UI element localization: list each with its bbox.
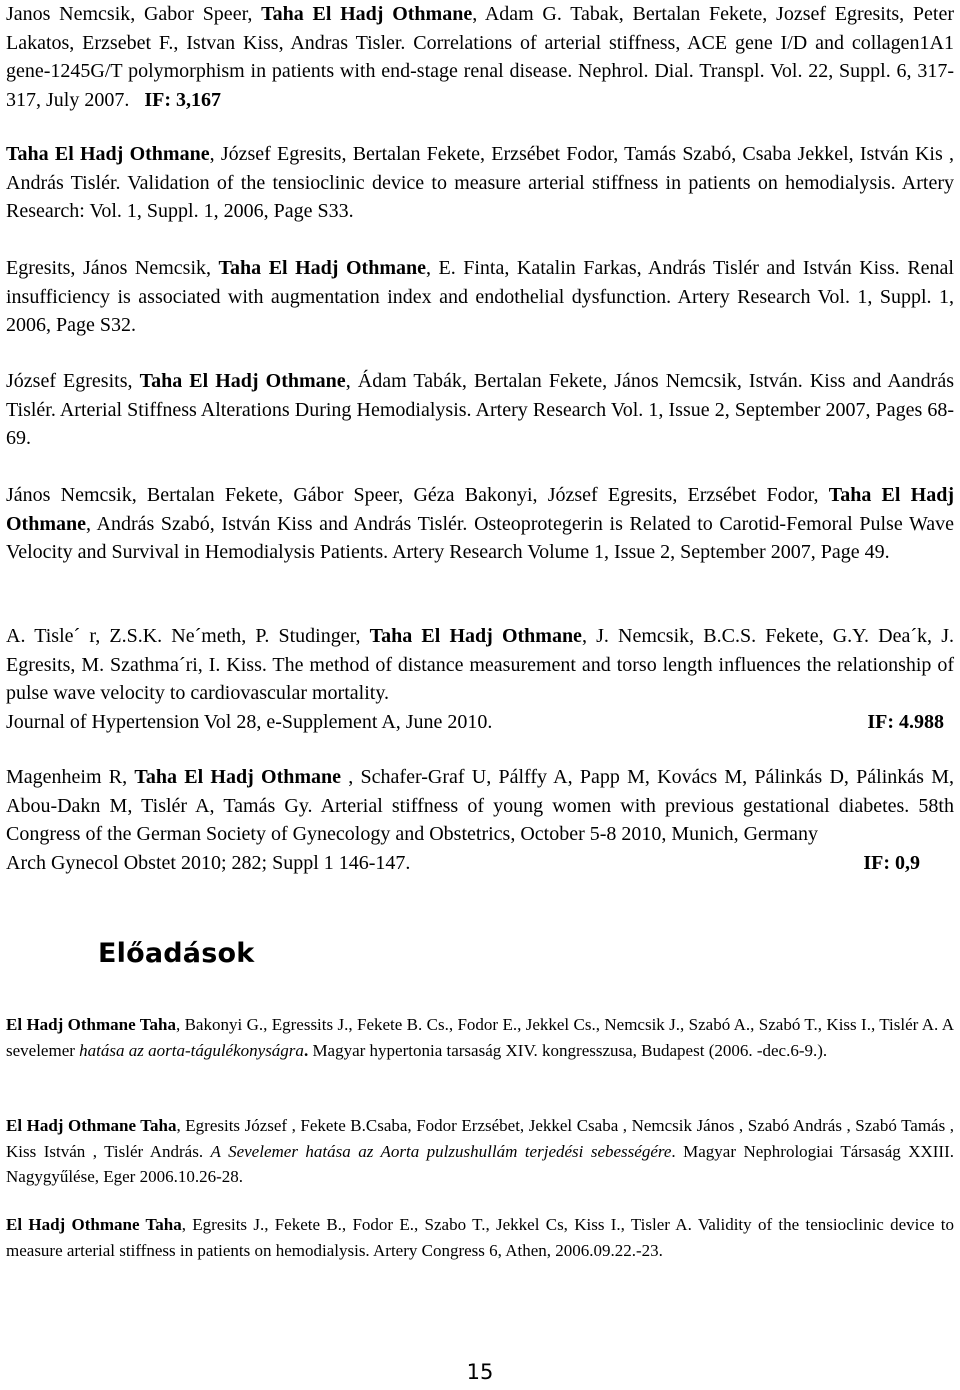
reference-3 <box>6 254 954 340</box>
ref-source: Nephrol. Dial. Transpl. Vol. 22, Suppl. 6, 317-317, July 2007. <box>6 60 954 111</box>
ref-source: Arch Gynecol Obstet 2010; 282; Suppl 1 146-147. <box>6 851 411 874</box>
pres-title: Validity of the tensioclinic device to measure arterial stiffness in patients on hemodialysis. <box>6 1215 955 1260</box>
presentation-3 <box>6 1212 954 1263</box>
reference-7 <box>6 763 954 877</box>
pres-source: Magyar Nephrologiai Társaság XXIII. Nagygyűlése, Eger 2006.10.26-28. <box>6 1141 955 1186</box>
reference-5 <box>6 481 954 567</box>
ref-authors: , József Egresits, Bertalan Fekete, Erzsébet Fodor, Tamás Szabó, Csaba Jekkel, István Kis , András Tislér. <box>6 143 954 194</box>
ref-authors: , Adam G. Tabak, Bertalan Fekete, Jozsef Egresits, Peter Lakatos, Erzsebet F., Istvan Kiss, Andras Tisler. <box>6 3 954 54</box>
pres-title-end: . <box>303 1040 313 1060</box>
ref-source-line <box>6 849 954 878</box>
ref-authors: , E. Finta, Katalin Farkas, András Tislér and István Kiss. <box>425 257 908 279</box>
pres-source: Magyar hypertonia tarsaság XIV. kongresszusa, Budapest (2006. -dec.6-9.). <box>312 1040 828 1060</box>
pres-source: Artery Congress 6, Athen, 2006.09.22.-23. <box>373 1240 663 1260</box>
ref-authors: , Schafer-Graf U, Pálffy A, Papp M, Kovács M, Pálinkás D, Pálinkás M, Abou-Dakn M, Tislér A, Tamás Gy. <box>6 766 954 817</box>
ref-impact-factor: IF: 0,9 <box>863 851 920 874</box>
ref-authors: József Egresits, <box>6 370 140 392</box>
ref-title: Renal insufficiency is associated with augmentation index and endothelial dysfunction. <box>6 257 954 308</box>
ref-impact-factor: IF: 4.988 <box>867 710 944 733</box>
reference-4 <box>6 367 954 453</box>
pres-highlight-author: El Hadj Othmane Taha <box>6 1116 177 1135</box>
ref-authors: Egresits, János Nemcsik, <box>6 257 219 279</box>
ref-highlight-author: Taha El Hadj Othmane <box>6 484 954 535</box>
ref-title: Arterial stiffness of young women with previous gestational diabetes. 58th Congress of the German Society of Gynecology and Obstetrics, October 5-8 2010, Munich, Germany <box>6 794 954 845</box>
pres-title-italic: A Sevelemer hatása az Aorta pulzushullám terjedési sebességére <box>210 1141 672 1161</box>
pres-title-italic: hatása az aorta-tágulékonyságra <box>79 1040 304 1060</box>
ref-authors: János Nemcsik, Bertalan Fekete, Gábor Speer, Géza Bakonyi, József Egresits, Erzsébet Fodor, <box>6 484 829 506</box>
ref-highlight-author: Taha El Hadj Othmane <box>218 257 426 279</box>
ref-source: Artery Research Vol. 1, Suppl. 1, 2006, Page S32. <box>6 285 955 336</box>
ref-source: Artery Research: Vol. 1, Suppl. 1, 2006, Page S33. <box>6 171 954 222</box>
section-heading: Előadások <box>98 938 255 969</box>
pres-title-end: . <box>671 1141 684 1161</box>
ref-source: Journal of Hypertension Vol 28, e-Supplement A, June 2010. <box>6 710 493 733</box>
ref-highlight-author: Taha El Hadj Othmane <box>139 370 346 392</box>
pres-highlight-author: El Hadj Othmane Taha <box>6 1215 182 1234</box>
pres-authors: , Egresits J., Fekete B., Fodor E., Szabo T., Jekkel Cs, Kiss I., Tisler A. <box>181 1215 698 1234</box>
ref-title: The method of distance measurement and torso length influences the relationship of pulse wave velocity to cardiovascular mortality. <box>6 653 954 704</box>
ref-source-line <box>6 708 954 737</box>
reference-2 <box>6 140 954 226</box>
ref-source: Artery Research Vol. 1, Issue 2, September 2007, Pages 68-69. <box>6 398 955 449</box>
ref-authors: , J. Nemcsik, B.C.S. Fekete, G.Y. Dea´k, J. Egresits, M. Szathma´ri, I. Kiss. <box>6 625 954 676</box>
ref-highlight-author: Taha El Hadj Othmane <box>261 3 473 25</box>
ref-authors: Janos Nemcsik, Gabor Speer, <box>6 3 262 25</box>
ref-title: Correlations of arterial stiffness, ACE gene I/D and collagen1A1 gene-1245G/T polymorphism in patients with end-stage renal disease. <box>6 31 955 82</box>
ref-authors: , András Szabó, István Kiss and András Tislér. <box>86 512 475 535</box>
ref-highlight-author: Taha El Hadj Othmane <box>134 766 342 788</box>
pres-highlight-author: El Hadj Othmane Taha <box>6 1015 176 1034</box>
ref-authors: A. Tisle´ r, Z.S.K. Ne´meth, P. Studinger, <box>6 625 370 647</box>
ref-highlight-author: Taha El Hadj Othmane <box>6 143 210 165</box>
ref-source: Artery Research Volume 1, Issue 2, September 2007, Page 49. <box>392 541 890 563</box>
ref-authors: Magenheim R, <box>6 766 135 788</box>
ref-impact-factor: IF: 3,167 <box>144 88 222 111</box>
ref-title: Arterial Stiffness Alterations During Hemodialysis. <box>59 398 476 421</box>
pres-authors: , Egresits József , Fekete B.Csaba, Fodor Erzsébet, Jekkel Csaba , Nemcsik János , Szabó András , Szabó Tamás , Kiss István , Tislér András. <box>6 1116 955 1161</box>
reference-1 <box>6 0 954 114</box>
ref-highlight-author: Taha El Hadj Othmane <box>369 625 582 647</box>
presentation-2 <box>6 1113 954 1190</box>
reference-6 <box>6 622 954 736</box>
page-number: 15 <box>466 1360 494 1384</box>
pres-title: A sevelemer <box>6 1015 954 1060</box>
presentation-1 <box>6 1012 954 1063</box>
ref-title: Osteoprotegerin is Related to Carotid-Femoral Pulse Wave Velocity and Survival in Hemodialysis Patients. <box>6 512 954 563</box>
ref-title: Validation of the tensioclinic device to measure arterial stiffness in patients on hemodialysis. <box>127 171 902 194</box>
pres-authors: , Bakonyi G., Egressits J., Fekete B. Cs., Fodor E., Jekkel Cs., Nemcsik J., Szabó A., Szabó T., Kiss I., Tislér A. <box>175 1015 942 1034</box>
ref-authors: , Ádam Tabák, Bertalan Fekete, János Nemcsik, István. Kiss and Aandrás Tislér. <box>6 370 954 421</box>
